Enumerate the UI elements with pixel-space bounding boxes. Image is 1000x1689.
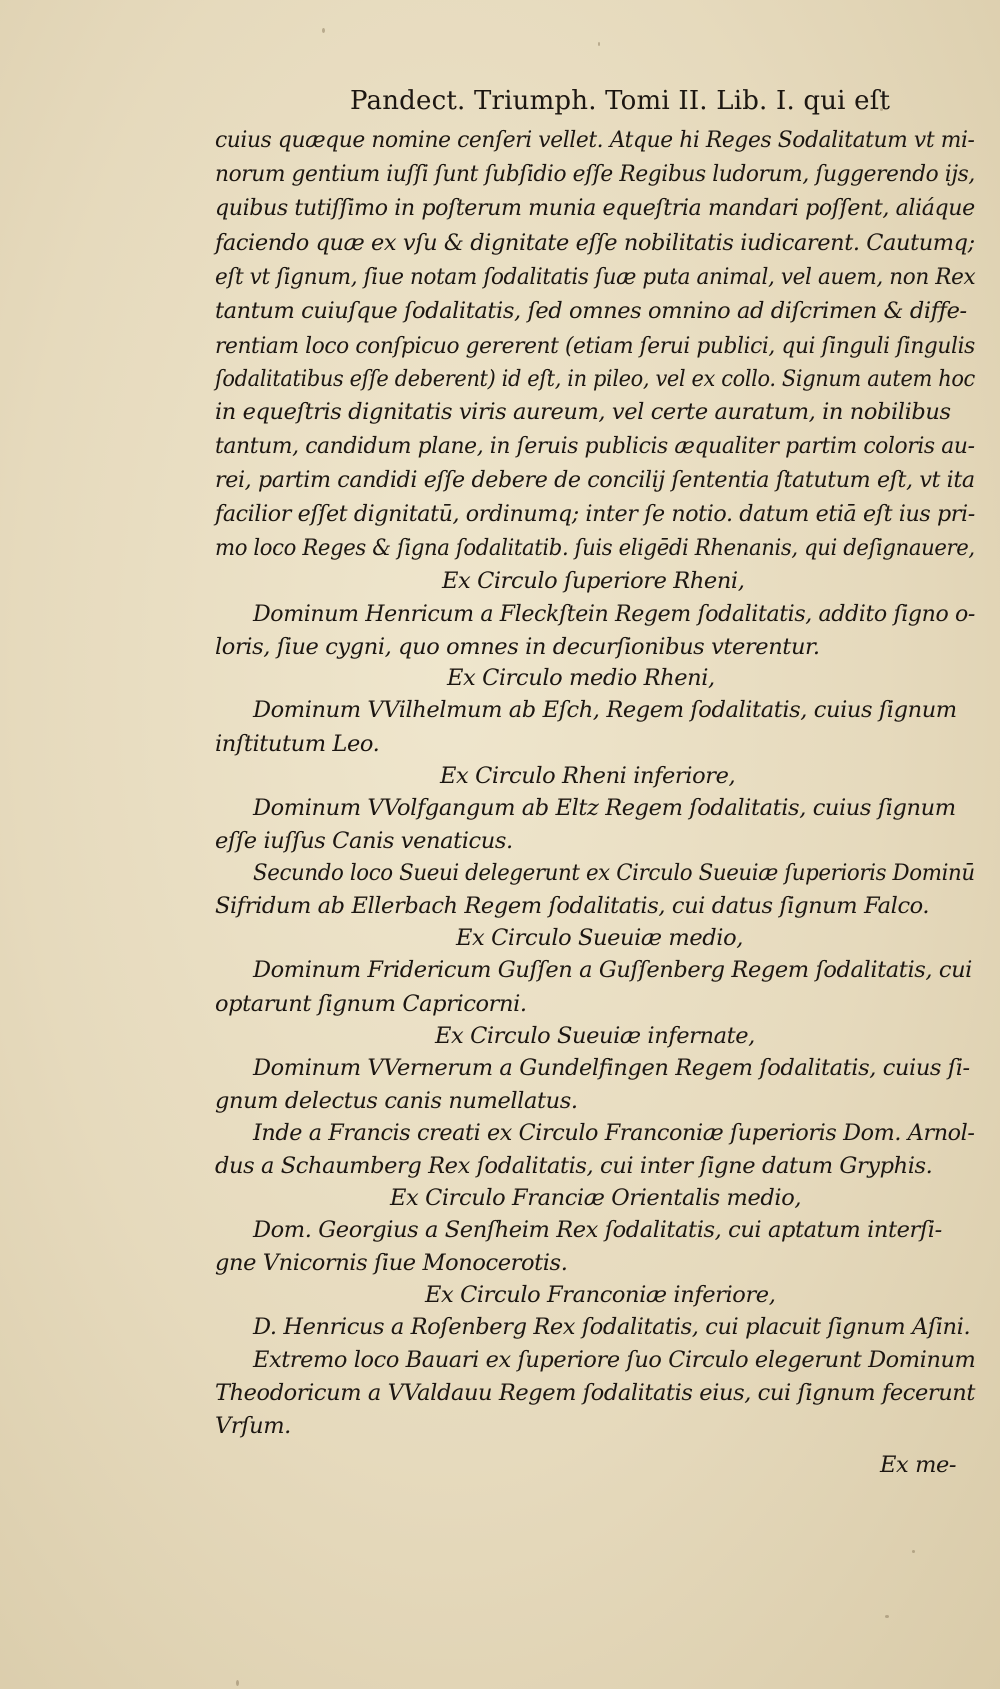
paper-speck [598, 42, 600, 46]
entry-line: Dominum VVolfgangum ab Eltz Regem ſodalitatis, cuius ſignum [253, 795, 956, 821]
body-line: norum gentium iuſſi ſunt ſubſidio eſſe Regibus ludorum, ſuggerendo ijs, [215, 161, 975, 187]
body-line: eſt vt ſignum, ſiue notam ſodalitatis ſuæ puta animal, vel auem, non Rex [215, 264, 976, 290]
entry-line: Secundo loco Sueui delegerunt ex Circulo Sueuiæ ſuperioris Dominū [253, 860, 975, 886]
entry-line: Inde a Francis creati ex Circulo Franconiæ ſuperioris Dom. Arnol- [253, 1120, 975, 1146]
body-line: inſtitutum Leo. [215, 731, 380, 757]
body-line: tantum, candidum plane, in ſeruis publicis æqualiter partim coloris au- [215, 433, 975, 459]
body-line: gne Vnicornis ſiue Monocerotis. [215, 1250, 568, 1276]
paper-speck [912, 1550, 915, 1553]
paper-speck [885, 1615, 889, 1618]
body-line: rei, partim candidi eſſe debere de concilij ſententia ſtatutum eſt, vt ita [215, 467, 975, 493]
entry-line: Dominum Henricum a Fleckſtein Regem ſodalitatis, addito ſigno o- [253, 601, 975, 627]
body-line: Vrſum. [215, 1413, 291, 1439]
body-line: tantum cuiuſque ſodalitatis, ſed omnes omnino ad diſcrimen & diffe- [215, 298, 967, 324]
body-line: cuius quæque nomine cenſeri vellet. Atque hi Reges Sodalitatum vt mi- [215, 127, 975, 153]
entry-line: Extremo loco Bauari ex ſuperiore ſuo Circulo elegerunt Dominum [253, 1347, 976, 1373]
section-heading: Ex Circulo Sueuiæ medio, [456, 925, 743, 951]
body-line: in equeſtris dignitatis viris aureum, vel certe auratum, in nobilibus [215, 399, 951, 425]
section-heading: Ex Circulo Rheni inferiore, [440, 763, 736, 789]
body-line: eſſe iuſſus Canis venaticus. [215, 828, 513, 854]
running-header: Pandect. Triumph. Tomi II. Lib. I. qui eſt [350, 86, 891, 116]
body-line: ſodalitatibus eſſe deberent) id eſt, in pileo, vel ex collo. Signum autem hoc [215, 366, 975, 392]
section-heading: Ex Circulo Franciæ Orientalis medio, [390, 1185, 802, 1211]
body-line: loris, ſiue cygni, quo omnes in decurſionibus vterentur. [215, 634, 820, 660]
entry-line: Dominum VVernerum a Gundelfingen Regem ſodalitatis, cuius ſi- [253, 1055, 970, 1081]
entry-line: Dom. Georgius a Senſheim Rex ſodalitatis, cui aptatum interſi- [253, 1217, 942, 1243]
paper-speck [322, 28, 325, 33]
catchword: Ex me- [880, 1452, 957, 1478]
body-line: rentiam loco conſpicuo gererent (etiam ſerui publici, qui ſinguli ſingulis [215, 333, 975, 359]
paper-speck [236, 1680, 239, 1686]
body-line: Sifridum ab Ellerbach Regem ſodalitatis, cui datus ſignum Falco. [215, 893, 930, 919]
section-heading: Ex Circulo medio Rheni, [447, 665, 715, 691]
entry-line: Dominum Fridericum Guſſen a Guſſenberg Regem ſodalitatis, cui [253, 957, 972, 983]
body-line: optarunt ſignum Capricorni. [215, 991, 527, 1017]
section-heading: Ex Circulo ſuperiore Rheni, [442, 568, 745, 594]
body-line: mo loco Reges & ſigna ſodalitatib. ſuis eligēdi Rhenanis, qui deſignauere, [215, 535, 975, 561]
entry-line: Dominum VVilhelmum ab Eſch, Regem ſodalitatis, cuius ſignum [253, 697, 957, 723]
body-line: Theodoricum a VValdauu Regem ſodalitatis eius, cui ſignum fecerunt [215, 1380, 975, 1406]
body-line: facilior eſſet dignitatū, ordinumq; inter ſe notio. datum etiā eſt ius pri- [215, 501, 975, 527]
body-line: gnum delectus canis numellatus. [215, 1088, 578, 1114]
entry-line: D. Henricus a Roſenberg Rex ſodalitatis, cui placuit ſignum Aſini. [253, 1314, 971, 1340]
body-line: dus a Schaumberg Rex ſodalitatis, cui inter ſigne datum Gryphis. [215, 1153, 933, 1179]
body-line: quibus tutiſſimo in poſterum munia equeſtria mandari poſſent, aliáque [215, 195, 975, 221]
body-line: faciendo quæ ex vſu & dignitate eſſe nobilitatis iudicarent. Cautumq; [215, 230, 975, 256]
section-heading: Ex Circulo Franconiæ inferiore, [425, 1282, 776, 1308]
section-heading: Ex Circulo Sueuiæ infernate, [435, 1023, 755, 1049]
